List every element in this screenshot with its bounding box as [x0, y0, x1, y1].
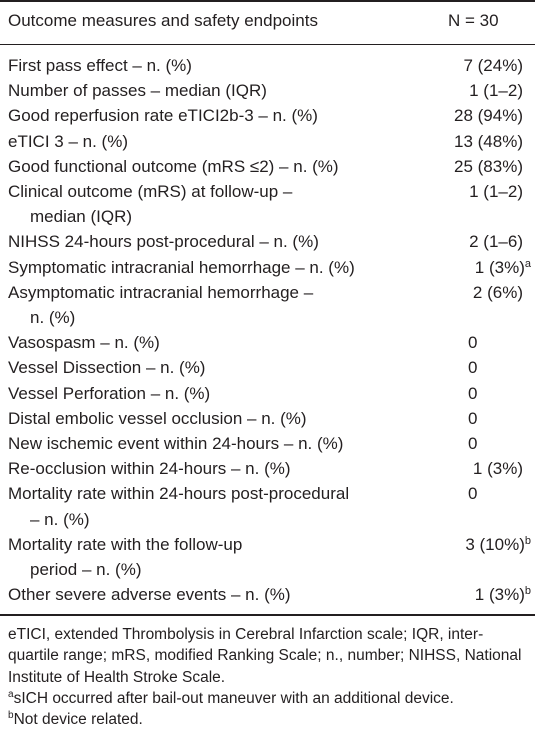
row-label	[0, 532, 444, 582]
row-value-footnote-marker: a	[524, 257, 531, 270]
row-value-text: 1 (1–2)	[469, 81, 523, 101]
row-label-line2: median (IQR)	[30, 207, 133, 227]
row-label	[0, 53, 444, 78]
table-row	[0, 532, 535, 582]
row-label	[0, 456, 444, 481]
footnote-a-marker: a	[8, 688, 14, 700]
header-value: N = 30	[448, 11, 499, 30]
row-label-line1: Asymptomatic intracranial hemorrhage –	[8, 282, 314, 302]
row-value	[444, 53, 535, 78]
row-label-line1: Vessel Perforation – n. (%)	[8, 383, 211, 403]
row-value-text: 0	[468, 383, 478, 403]
row-value	[444, 280, 535, 305]
table-row	[0, 154, 535, 179]
row-value	[444, 330, 535, 355]
row-label-line1: Clinical outcome (mRS) at follow-up –	[8, 182, 293, 202]
row-value-footnote-marker: b	[524, 585, 531, 598]
row-value-text: 0	[468, 408, 478, 428]
row-value-text: 2 (1–6)	[469, 232, 523, 252]
row-value-text: 1 (3%)	[472, 459, 523, 479]
row-label-line1: Vasospasm – n. (%)	[8, 333, 160, 353]
header-label: Outcome measures and safety endpoints	[8, 11, 318, 30]
row-value	[444, 456, 535, 481]
row-value-text: 1 (1–2)	[469, 182, 523, 202]
row-value-text: 7 (24%)	[463, 56, 523, 75]
row-value	[444, 355, 535, 380]
row-label	[0, 229, 444, 254]
row-label-line1: Good reperfusion rate eTICI2b-3 – n. (%)	[8, 106, 318, 126]
table-body	[0, 53, 535, 607]
row-label	[0, 431, 444, 456]
row-label-line1: NIHSS 24-hours post-procedural – n. (%)	[8, 232, 319, 252]
row-label	[0, 481, 444, 531]
row-value	[444, 532, 535, 557]
footnote-b	[8, 709, 528, 730]
row-label-line1: eTICI 3 – n. (%)	[8, 131, 128, 151]
row-value	[444, 481, 535, 506]
row-value-footnote-marker: b	[524, 534, 531, 547]
row-value	[444, 129, 535, 154]
row-label-line2: – n. (%)	[30, 509, 90, 529]
row-value	[444, 431, 535, 456]
row-label	[0, 355, 444, 380]
row-value	[444, 154, 535, 179]
row-value-text: 1 (3%)	[474, 585, 525, 605]
row-label-line1: Number of passes – median (IQR)	[8, 81, 267, 101]
row-label-line2: n. (%)	[30, 308, 76, 328]
row-value	[444, 179, 535, 204]
table-row	[0, 255, 535, 280]
table-footnotes	[8, 624, 528, 730]
row-value	[444, 406, 535, 431]
row-label-line1: Distal embolic vessel occlusion – n. (%)	[8, 408, 307, 428]
row-label-line1: Re-occlusion within 24-hours – n. (%)	[8, 459, 291, 479]
row-label	[0, 330, 444, 355]
row-label	[0, 406, 444, 431]
row-value-text: 13 (48%)	[454, 131, 523, 151]
row-label	[0, 381, 444, 406]
table-bottom-rule	[0, 614, 535, 616]
table-row	[0, 381, 535, 406]
table-row	[0, 431, 535, 456]
row-label-line1: Mortality rate within 24-hours post-procedural	[8, 484, 350, 504]
table-row	[0, 229, 535, 254]
row-value	[444, 229, 535, 254]
row-label	[0, 280, 444, 330]
row-value	[444, 103, 535, 128]
row-label	[0, 582, 444, 607]
table-header-rule	[0, 44, 535, 45]
table-top-rule	[0, 0, 535, 2]
row-value	[444, 381, 535, 406]
row-label-line1: Other severe adverse events – n. (%)	[8, 585, 291, 605]
row-label-line1: New ischemic event within 24-hours – n. (%)	[8, 434, 344, 454]
row-value-text: 0	[468, 434, 478, 454]
row-value-text: 0	[468, 333, 478, 353]
table-row	[0, 78, 535, 103]
row-label-line1: Symptomatic intracranial hemorrhage – n. (%)	[8, 257, 355, 277]
row-label	[0, 255, 444, 280]
footnote-abbreviations: eTICI, extended Thrombolysis in Cerebral Infarction scale; IQR, inter-quartile range; mRS, modified Ranking Scale; n., number; NIHSS, National Institute of Health Stroke Scale.	[8, 626, 522, 686]
footnote-b-text: Not device related.	[13, 711, 143, 729]
row-label	[0, 154, 444, 179]
row-value-text: 3 (10%)	[465, 534, 525, 554]
table-row	[0, 481, 535, 531]
table-row	[0, 406, 535, 431]
row-label	[0, 78, 444, 103]
row-label-line1: First pass effect – n. (%)	[8, 56, 192, 75]
row-value-text: 0	[468, 358, 478, 378]
row-label	[0, 179, 444, 229]
row-value-text: 0	[468, 484, 478, 504]
table-row	[0, 179, 535, 229]
row-value-text: 25 (83%)	[454, 156, 523, 176]
row-value-text: 28 (94%)	[454, 106, 523, 126]
row-value	[444, 78, 535, 103]
table-row	[0, 456, 535, 481]
row-label-line2: period – n. (%)	[30, 560, 142, 580]
table-row	[0, 103, 535, 128]
row-label-line1: Good functional outcome (mRS ≤2) – n. (%)	[8, 156, 339, 176]
table-row	[0, 53, 535, 78]
table-row	[0, 129, 535, 154]
row-label	[0, 103, 444, 128]
footnote-a	[8, 688, 528, 709]
table-row	[0, 280, 535, 330]
row-label-line1: Mortality rate with the follow-up	[8, 534, 243, 554]
row-value-text: 1 (3%)	[474, 257, 525, 277]
row-label-line1: Vessel Dissection – n. (%)	[8, 358, 206, 378]
footnote-b-marker: b	[8, 710, 14, 722]
table-row	[0, 330, 535, 355]
row-value-text: 2 (6%)	[472, 282, 523, 302]
table-row	[0, 582, 535, 607]
table-row	[0, 355, 535, 380]
footnote-a-text: sICH occurred after bail-out maneuver with an additional device.	[13, 689, 454, 707]
row-value	[444, 255, 535, 280]
row-value	[444, 582, 535, 607]
row-label	[0, 129, 444, 154]
